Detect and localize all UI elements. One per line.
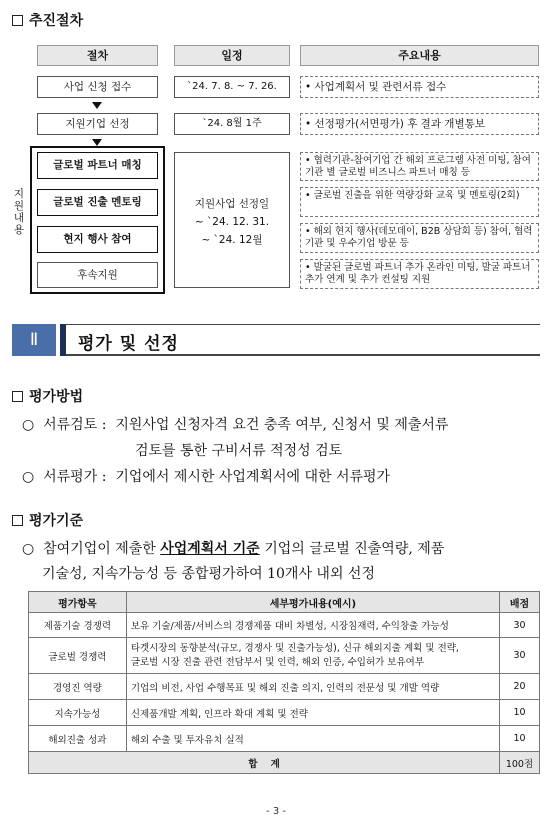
support-item-matching: 글로벌 파트너 매칭 xyxy=(37,152,158,179)
table-cell-detail: 기업의 비전, 사업 수행목표 및 해외 진출 의지, 인력의 전문성 및 개발 역량 xyxy=(126,674,499,700)
page-number: - 3 - xyxy=(266,806,286,817)
flow-header-step: 절차 xyxy=(37,45,158,66)
support-item-event: 현지 행사 참여 xyxy=(37,226,158,253)
down-arrow-icon xyxy=(92,102,102,109)
circle-bullet-icon: ○ xyxy=(22,417,35,433)
support-item-followup: 후속지원 xyxy=(37,262,158,288)
support-date-line: ~ `24. 12. 31. xyxy=(194,216,270,228)
table-row xyxy=(29,700,540,726)
table-header-cell: 배점 xyxy=(500,592,540,613)
support-content-text: 글로벌 진출을 위한 역량강화 교육 및 멘토링(2회) xyxy=(313,190,520,201)
method-sep: : xyxy=(101,469,107,485)
table-cell-detail xyxy=(126,638,499,674)
criteria-emphasis: 사업계획서 기준 xyxy=(160,541,260,557)
table-cell-item: 경영진 역량 xyxy=(29,674,127,700)
method-text: 지원사업 신청자격 요건 충족 여부, 신청서 및 제출서류 xyxy=(115,417,449,433)
table-total-score: 100점 xyxy=(500,752,540,774)
support-item-mentoring: 글로벌 진출 멘토링 xyxy=(37,189,158,216)
evaluation-table xyxy=(28,591,540,774)
down-arrow-icon xyxy=(92,139,102,146)
table-total-row xyxy=(29,752,540,774)
section-criteria-heading xyxy=(12,510,83,530)
support-content-text: 협력기관-참여기업 간 해외 프로그램 사전 미팅, 참여기관 별 글로벌 비즈니스 파트너 매칭 등 xyxy=(305,155,531,178)
flow-date-apply: `24. 7. 8. ~ 7. 26. xyxy=(174,76,290,98)
method-label: 서류검토 xyxy=(43,417,98,433)
support-date-line: ~ `24. 12월 xyxy=(201,234,263,246)
criteria-text xyxy=(22,538,547,558)
section-procedure-heading xyxy=(12,10,83,30)
criteria-text-line2: 기술성, 지속가능성 등 종합평가하여 10개사 내외 선정 xyxy=(42,566,375,582)
table-header-cell: 평가항목 xyxy=(29,592,127,613)
table-row xyxy=(29,674,540,700)
table-detail-line: 글로벌 시장 진출 관련 전담부서 및 인력, 해외 인증, 수입허가 보유여부 xyxy=(130,656,425,668)
table-header-cell: 세부평가내용(예시) xyxy=(126,592,499,613)
section-title: 평가기준 xyxy=(29,513,84,529)
table-cell-item: 제품기술 경쟁력 xyxy=(29,613,127,638)
table-header-row xyxy=(29,592,540,613)
table-row xyxy=(29,726,540,752)
flow-step-apply: 사업 신청 접수 xyxy=(37,76,158,98)
circle-bullet-icon: ○ xyxy=(22,469,35,485)
flow-date-select: `24. 8월 1주 xyxy=(174,113,290,135)
support-content-text: 발굴된 글로벌 파트너 추가 온라인 미팅, 발굴 파트너 추가 연계 및 추가 컨설팅 지원 xyxy=(305,262,531,285)
flow-content-apply: • 사업계획서 및 관련서류 접수 xyxy=(300,76,539,98)
support-content-event: • 해외 현지 행사(데모데이, B2B 상담회 등) 참여, 협력기관 및 우수기업 방문 등 xyxy=(300,223,539,253)
chapter-number-badge: Ⅱ xyxy=(12,324,56,356)
support-content-matching: • 협력기관-참여기업 간 해외 프로그램 사전 미팅, 참여기관 별 글로벌 비즈니스 파트너 매칭 등 xyxy=(300,152,539,181)
support-side-label: 지원내용 xyxy=(13,188,25,236)
checkbox-square-icon xyxy=(12,391,23,402)
criteria-text-part: 기업의 글로벌 진출역량, 제품 xyxy=(259,541,445,557)
table-total-label: 합 계 xyxy=(29,752,500,774)
support-date-box xyxy=(174,152,290,288)
chapter-title: 평가 및 선정 xyxy=(78,334,179,354)
table-row xyxy=(29,613,540,638)
table-cell-item: 지속가능성 xyxy=(29,700,127,726)
method-item-review-line2: 검토를 통한 구비서류 적정성 검토 xyxy=(135,443,343,459)
checkbox-square-icon xyxy=(12,515,23,526)
table-cell-detail: 신제품개발 계획, 인프라 확대 계획 및 전략 xyxy=(126,700,499,726)
method-text: 기업에서 제시한 사업계획서에 대한 서류평가 xyxy=(115,469,391,485)
table-cell-detail: 해외 수출 및 투자유치 실적 xyxy=(126,726,499,752)
table-cell-detail: 보유 기술/제품/서비스의 경쟁제품 대비 차별성, 시장침재력, 수익창출 가능성 xyxy=(126,613,499,638)
flow-content-select: • 선정평가(서면평가) 후 결과 개별통보 xyxy=(300,113,539,135)
criteria-text-part: 참여기업이 제출한 xyxy=(43,541,161,557)
table-cell-score: 20 xyxy=(500,674,540,700)
flow-content-text: 사업계획서 및 관련서류 접수 xyxy=(314,81,447,93)
table-cell-score: 30 xyxy=(500,638,540,674)
table-cell-item: 해외진출 성과 xyxy=(29,726,127,752)
table-detail-line: 타겟시장의 동향분석(규모, 경쟁사 및 진출가능성), 신규 해외지출 계획 및 전략, xyxy=(130,642,459,654)
support-content-text: 해외 현지 행사(데모데이, B2B 상담회 등) 참여, 협력기관 및 우수기업 방문 등 xyxy=(305,226,533,249)
table-cell-score: 10 xyxy=(500,726,540,752)
method-item-review xyxy=(22,414,542,434)
support-date-line: 지원사업 선정일 xyxy=(194,198,270,210)
table-cell-item: 글로벌 경쟁력 xyxy=(29,638,127,674)
support-content-mentoring: • 글로벌 진출을 위한 역량강화 교육 및 멘토링(2회) xyxy=(300,187,539,217)
support-content-followup: • 발굴된 글로벌 파트너 추가 온라인 미팅, 발굴 파트너 추가 연계 및 추가 컨설팅 지원 xyxy=(300,259,539,289)
table-cell-score: 30 xyxy=(500,613,540,638)
section-title: 평가방법 xyxy=(29,389,84,405)
flow-header-date: 일정 xyxy=(174,45,290,66)
table-row xyxy=(29,638,540,674)
flow-content-text: 선정평가(서면평가) 후 결과 개별통보 xyxy=(314,118,485,130)
method-sep: : xyxy=(101,417,107,433)
section-title: 추진절차 xyxy=(29,13,84,29)
method-item-eval xyxy=(22,466,542,486)
method-label: 서류평가 xyxy=(43,469,98,485)
table-cell-score: 10 xyxy=(500,700,540,726)
circle-bullet-icon: ○ xyxy=(22,541,35,557)
flow-header-content: 주요내용 xyxy=(300,45,539,66)
section-method-heading xyxy=(12,386,83,406)
checkbox-square-icon xyxy=(12,15,23,26)
flow-step-select: 지원기업 선정 xyxy=(37,113,158,135)
